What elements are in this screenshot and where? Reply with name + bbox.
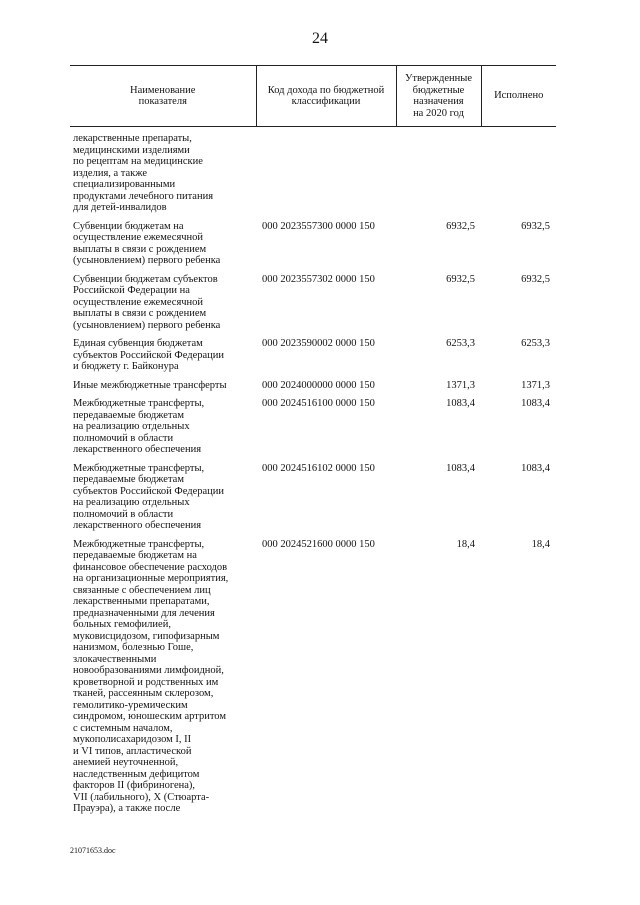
row-approved	[396, 127, 481, 221]
table-row	[70, 127, 556, 221]
row-name: Единая субвенция бюджетам субъектов Российской Федерации и бюджету г. Байконура	[73, 338, 225, 372]
header-executed: Исполнено	[481, 66, 556, 127]
table-row	[70, 274, 556, 339]
header-indicator-name: Наименование показателя	[70, 66, 256, 127]
table-row	[70, 539, 556, 822]
page-number: 24	[312, 30, 328, 47]
budget-table	[70, 65, 556, 822]
row-code: 000 2023557302 0000 150	[262, 273, 375, 285]
row-name: Иные межбюджетные трансферты	[73, 379, 227, 391]
row-code: 000 2023590002 0000 150	[262, 338, 375, 349]
row-name: Субвенции бюджетам субъектов Российской Федерации на осуществление ежемесячной выплаты в связи с рождением (усыновлением) первого ребенка	[73, 273, 221, 331]
document-filename: 21071653.doc	[70, 846, 116, 855]
row-approved: 6253,3	[446, 338, 475, 349]
row-executed: 1083,4	[521, 398, 550, 409]
header-approved-2020: Утвержденные бюджетные назначения на 2020 год	[396, 66, 481, 127]
row-code: 000 2023557300 0000 150	[262, 220, 375, 232]
table-header	[70, 66, 556, 127]
table-row	[70, 380, 556, 399]
row-approved: 6932,5	[446, 273, 475, 285]
row-name: лекарственные препараты, медицинскими изделиями по рецептам на медицинские изделия, а также специализированными продуктами лечебного питания для детей-инвалидов	[73, 133, 214, 213]
row-executed: 18,4	[531, 538, 550, 550]
table-body	[70, 127, 556, 822]
table-row	[70, 221, 556, 274]
row-approved: 6932,5	[446, 220, 475, 232]
row-code: 000 2024000000 0000 150	[262, 379, 375, 391]
row-code: 000 2024516100 0000 150	[262, 398, 375, 409]
row-executed	[481, 127, 556, 221]
row-executed: 1083,4	[521, 462, 550, 474]
header-revenue-code: Код дохода по бюджетной классификации	[256, 66, 396, 127]
row-code	[256, 127, 396, 221]
row-code: 000 2024521600 0000 150	[262, 538, 375, 550]
row-approved: 18,4	[456, 538, 475, 550]
row-executed: 1371,3	[521, 379, 550, 391]
row-executed: 6253,3	[521, 338, 550, 349]
table-row	[70, 398, 556, 463]
table-row	[70, 463, 556, 539]
row-code: 000 2024516102 0000 150	[262, 462, 375, 474]
row-approved: 1083,4	[446, 462, 475, 474]
row-name: Субвенции бюджетам на осуществление ежемесячной выплаты в связи с рождением (усыновлением) первого ребенка	[73, 220, 221, 266]
row-name: Межбюджетные трансферты, передаваемые бюджетам на реализацию отдельных полномочий в области лекарственного обеспечения	[73, 398, 205, 455]
table-row	[70, 338, 556, 380]
row-name: Межбюджетные трансферты, передаваемые бюджетам на финансовое обеспечение расходов на организационные мероприятия, связанные с обеспечением лиц лекарственными препаратами, предназначенными для лечения больных гемофилией, муковисцидозом, гипофизарным нанизмом, болезнью Гоше, злокачественными новообразованиями лимфоидной, кроветворной и родственных им тканей, рассеянным склерозом, гемолитико-уремическим синдромом, юношеским артритом с системным началом, мукополисахаридозом I, II и VI типов, апластической анемией неуточненной, наследственным дефицитом факторов II (фибриногена), VII (лабильного), X (Стюарта- Прауэра), а также после	[73, 538, 229, 814]
row-executed: 6932,5	[521, 220, 550, 232]
row-executed: 6932,5	[521, 273, 550, 285]
row-name: Межбюджетные трансферты, передаваемые бюджетам субъектов Российской Федерации на реализацию отдельных полномочий в области лекарственного обеспечения	[73, 462, 225, 531]
row-approved: 1371,3	[446, 379, 475, 391]
row-approved: 1083,4	[446, 398, 475, 409]
